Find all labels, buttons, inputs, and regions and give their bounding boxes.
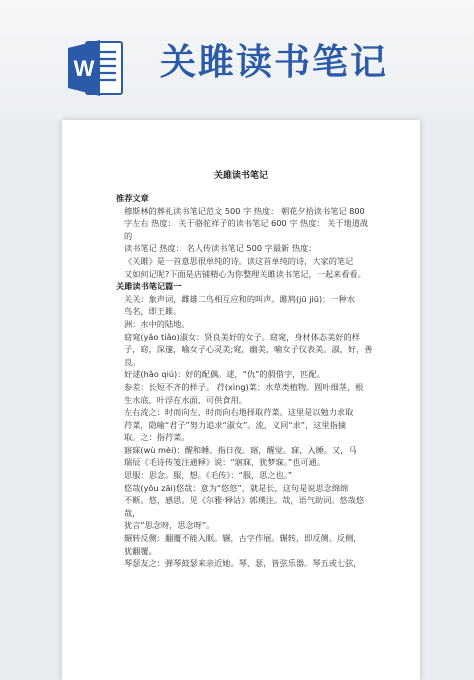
page-title: 关雎读书笔记 [213, 171, 268, 181]
text-line: 《关雎》是一首意思很单纯的诗。读这首单纯的诗，大家的笔记 [124, 255, 354, 266]
section-heading: 推荐文章 [116, 193, 149, 203]
text-line: 字左右 热度： 关于骆驼祥子的读书笔记 600 字 热度： 关于地道战的 [124, 218, 369, 241]
text-line: 穆斯林的葬礼读书笔记范文 500 字 热度： 朝花夕拾读书笔记 800 [124, 205, 365, 216]
text-line: 洲：水中的陆地。 [124, 318, 190, 329]
document-page [62, 120, 420, 680]
text-line: 悠哉(yōu zāi)悠哉：意为“悠悠”，就是长，这句是说思念绵绵 [124, 482, 349, 493]
text-line: 瑞辰《毛诗传笺注通释》说：“寤寐，犹梦寐。”也可通。 [124, 457, 325, 468]
text-line: 子，窈，深邃，喻女子心灵美;窕，幽美，喻女子仪表美。淑，好，善 [124, 344, 373, 355]
text-line: 参差：长短不齐的样子。 荇(xìng)菜：水草类植物。圆叶细茎，根 [124, 381, 364, 392]
text-line: 思服：思念。服，想。《毛传》：“服，思之也。” [124, 470, 293, 481]
text-line: 关关：象声词，雌雄二鸟相互应和的叫声。雎鸠(jū jiū)：一种水 [124, 293, 355, 304]
text-line: 寤寐(wù mèi)：醒和睡。指日夜。寤，醒觉。寐，入睡。又，马 [124, 444, 357, 455]
text-line: 琴瑟友之：弹琴鼓瑟来亲近她。琴、瑟，皆弦乐器。琴五或七弦， [124, 558, 362, 569]
text-line: 犹言“思念呀，思念呀”。 [124, 520, 215, 531]
document-body [116, 192, 374, 570]
text-line: 窈窕(yǎo tiǎo)淑女：贤良美好的女子。窈窕，身材体态美好的样 [124, 331, 360, 342]
word-icon [66, 36, 124, 100]
text-line: 生水底，叶浮在水面，可供食用。 [124, 394, 247, 405]
text-line: 左右流之：时而向左、时而向右地择取荇菜。这里是以勉力求取 [124, 407, 354, 418]
text-line: 取。之：指荇菜。 [124, 432, 190, 443]
text-line: 鸟名，即王雎。 [124, 306, 182, 317]
text-line: 辗转反侧：翻覆不能入眠。辗，古字作展。辗转，即反侧。反侧， [124, 533, 362, 544]
header-banner [0, 0, 474, 120]
word-icon-letter: W [73, 56, 95, 81]
text-line: 好逑(hǎo qiú)：好的配偶。逑，“仇”的假借字，匹配。 [124, 369, 325, 380]
text-line: 读书笔记 热度： 名人传读书笔记 500 字最新 热度： [124, 243, 317, 254]
text-line: 又如何记呢?下面是店铺精心为你整理关雎读书笔记，一起来看看。 [124, 268, 366, 279]
text-line: 荇菜，隐喻“君子”努力追求“淑女”。流，义同“求”，这里指摘 [124, 419, 346, 430]
section-heading: 关雎读书笔记篇一 [116, 281, 182, 292]
document-title: 关雎读书笔记 [160, 41, 389, 83]
text-line: 犹翻覆。 [124, 545, 157, 556]
text-line: 不断。悠，感思。见《尔雅·释诂》郭璞注。哉，语气助词。悠哉悠哉， [124, 495, 365, 518]
text-line: 良。 [124, 356, 141, 367]
